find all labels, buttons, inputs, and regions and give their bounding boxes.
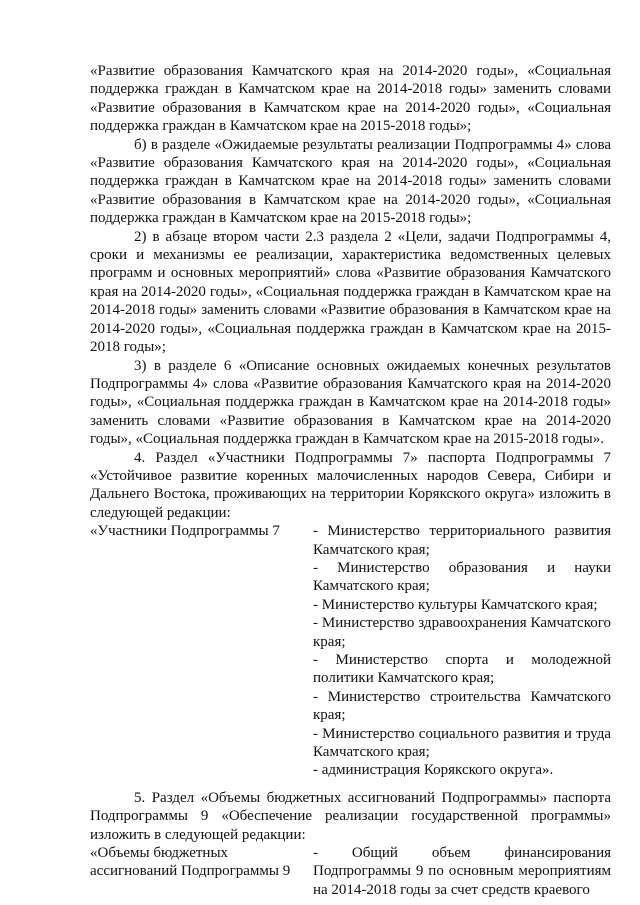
participant-item: - администрация Корякского округа». [313, 762, 554, 779]
participant-item: - Министерство здравоохранения Камчатского края; [313, 615, 611, 650]
paragraph-1: «Развитие образования Камчатского края на 2014-2020 годы», «Социальная поддержка граждан в Камчатском крае на 2014-2018 годы» заменить словами «Развитие образования в Камчатском крае на 2014-2020 годы», «Социальная поддержка граждан в Камчатском крае на 2015-2018 годы»; [90, 63, 611, 135]
participant-item: - Министерство спорта и молодежной политики Камчатского края; [313, 652, 611, 687]
paragraph-6: 5. Раздел «Объемы бюджетных ассигнований Подпрограммы» паспорта Подпрограммы 9 «Обеспечение реализации государственной программы» изложить в следующей редакции: [90, 789, 611, 843]
document-body [90, 62, 611, 899]
paragraph-3: 2) в абзаце втором части 2.3 раздела 2 «Цели, задачи Подпрограммы 4, сроки и механизмы ее реализации, характеристика ведомственных целевых программ и основных мероприятий» слова «Развитие образования Камчатского края на 2014-2020 годы», «Социальная поддержка граждан в Камчатском крае на 2014-2018 годы» заменить словами «Развитие образования в Камчатском крае на 2014-2020 годы», «Социальная поддержка граждан в Камчатском крае на 2015-2018 годы»; [90, 228, 611, 356]
participant-item: - Министерство культуры Камчатского края; [313, 596, 598, 613]
participants-list [313, 522, 611, 780]
participant-item: - Министерство социального развития и труда Камчатского края; [313, 725, 611, 761]
participants-label: «Участники Подпрограммы 7 [90, 523, 280, 540]
paragraph-5: 4. Раздел «Участники Подпрограммы 7» паспорта Подпрограммы 7 «Устойчивое развитие коренных малочисленных народов Севера, Сибири и Дальнего Востока, проживающих на территории Корякского округа» изложить в следующей редакции: [90, 449, 611, 521]
participant-item: - Министерство строительства Камчатского края; [313, 688, 611, 724]
budget-table [90, 844, 611, 899]
budget-text: - Общий объем финансирования Подпрограммы 9 по основным мероприятиям на 2014-2018 годы за счет средств краевого [313, 845, 611, 898]
budget-label: «Объемы бюджетных ассигнований Подпрограммы 9 [90, 845, 291, 880]
paragraph-2: б) в разделе «Ожидаемые результаты реализации Подпрограммы 4» слова «Развитие образования Камчатского края на 2014-2020 годы», «Социальная поддержка граждан в Камчатском крае на 2014-2018 годы» заменить словами «Развитие образования в Камчатском крае на 2014-2020 годы», «Социальная поддержка граждан в Камчатском крае на 2015-2018 годы»; [90, 136, 611, 227]
paragraph-4: 3) в разделе 6 «Описание основных ожидаемых конечных результатов Подпрограммы 4» слова «Развитие образования Камчатского края на 2014-2020 годы», «Социальная поддержка граждан в Камчатском крае на 2014-2018 годы» заменить словами «Развитие образования в Камчатском крае на 2014-2020 годы», «Социальная поддержка граждан в Камчатском крае на 2015-2018 годы». [90, 357, 611, 448]
participants-table [90, 522, 611, 780]
budget-content [313, 844, 611, 899]
participant-item: - Министерство образования и науки Камчатского края; [313, 559, 611, 595]
participant-item: - Министерство территориального развития Камчатского края; [313, 523, 611, 558]
